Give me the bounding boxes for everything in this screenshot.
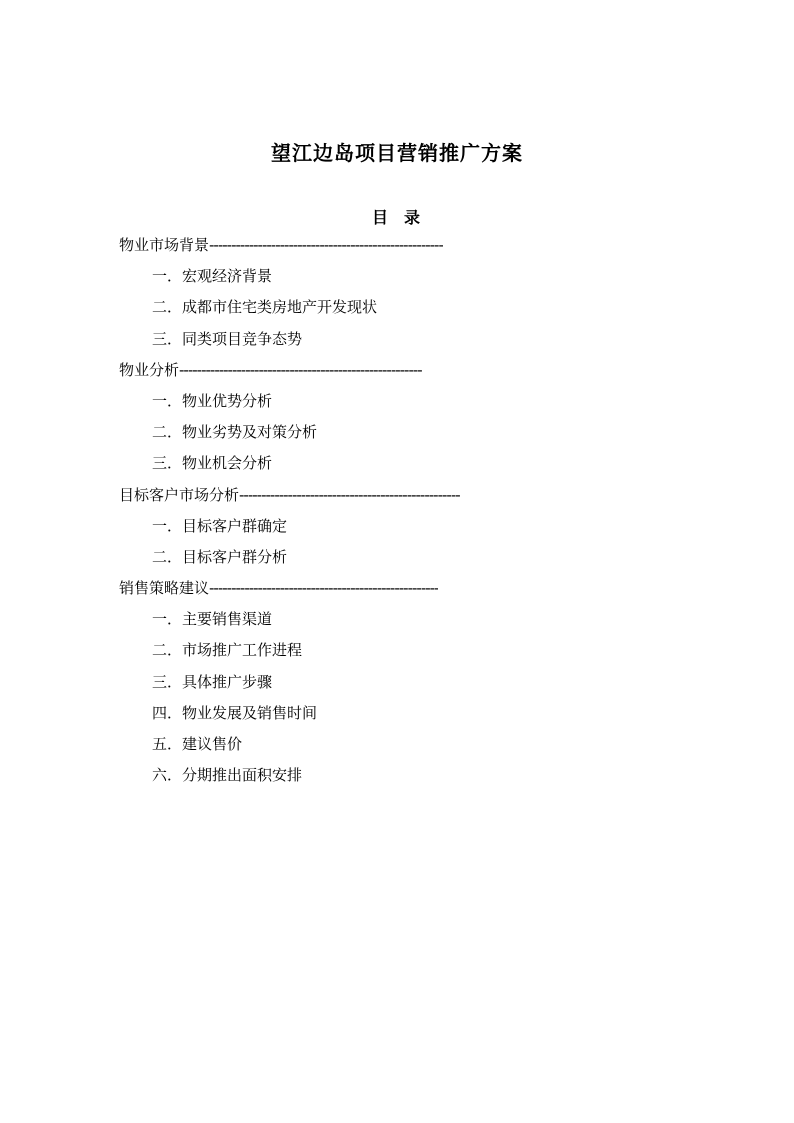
toc-section	[119, 359, 619, 390]
toc-section	[119, 234, 619, 265]
toc-item: 五．建议售价	[152, 735, 243, 753]
toc-item: 四．物业发展及销售时间	[152, 703, 318, 722]
toc-item: 一．物业优势分析	[152, 391, 273, 410]
toc-item: 六．分期推出面积安排	[152, 766, 303, 785]
toc-leader: --------------------------------------------------	[239, 485, 460, 504]
toc-item: 三．物业机会分析	[152, 454, 273, 473]
toc-section	[119, 484, 619, 515]
toc-section-label: 物业分析	[119, 360, 180, 379]
toc-item: 三．同类项目竞争态势	[152, 329, 303, 348]
toc-item: 三．具体推广步骤	[152, 672, 273, 691]
toc-heading: 目 录	[372, 208, 421, 227]
toc-item: 二．市场推广工作进程	[152, 641, 303, 660]
toc-item: 二．成都市住宅类房地产开发现状	[152, 298, 378, 317]
toc-section	[119, 577, 619, 608]
toc-leader: -----------------------------------------------------	[209, 236, 443, 254]
toc-section-label: 目标客户市场分析	[119, 485, 240, 504]
toc-item: 二．目标客户群分析	[152, 547, 288, 566]
toc-item: 二．物业劣势及对策分析	[152, 423, 318, 442]
toc-item: 一．目标客户群确定	[152, 516, 288, 535]
document-title: 望江边岛项目营销推广方案	[271, 141, 523, 165]
toc-leader: -------------------------------------------------------	[179, 360, 422, 379]
toc-item: 一．宏观经济背景	[152, 267, 273, 286]
toc-item: 一．主要销售渠道	[152, 610, 273, 629]
toc-section-label: 销售策略建议	[119, 579, 210, 598]
table-of-contents	[119, 234, 619, 795]
toc-section-label: 物业市场背景	[119, 236, 210, 254]
toc-leader: ----------------------------------------------------	[209, 579, 439, 598]
